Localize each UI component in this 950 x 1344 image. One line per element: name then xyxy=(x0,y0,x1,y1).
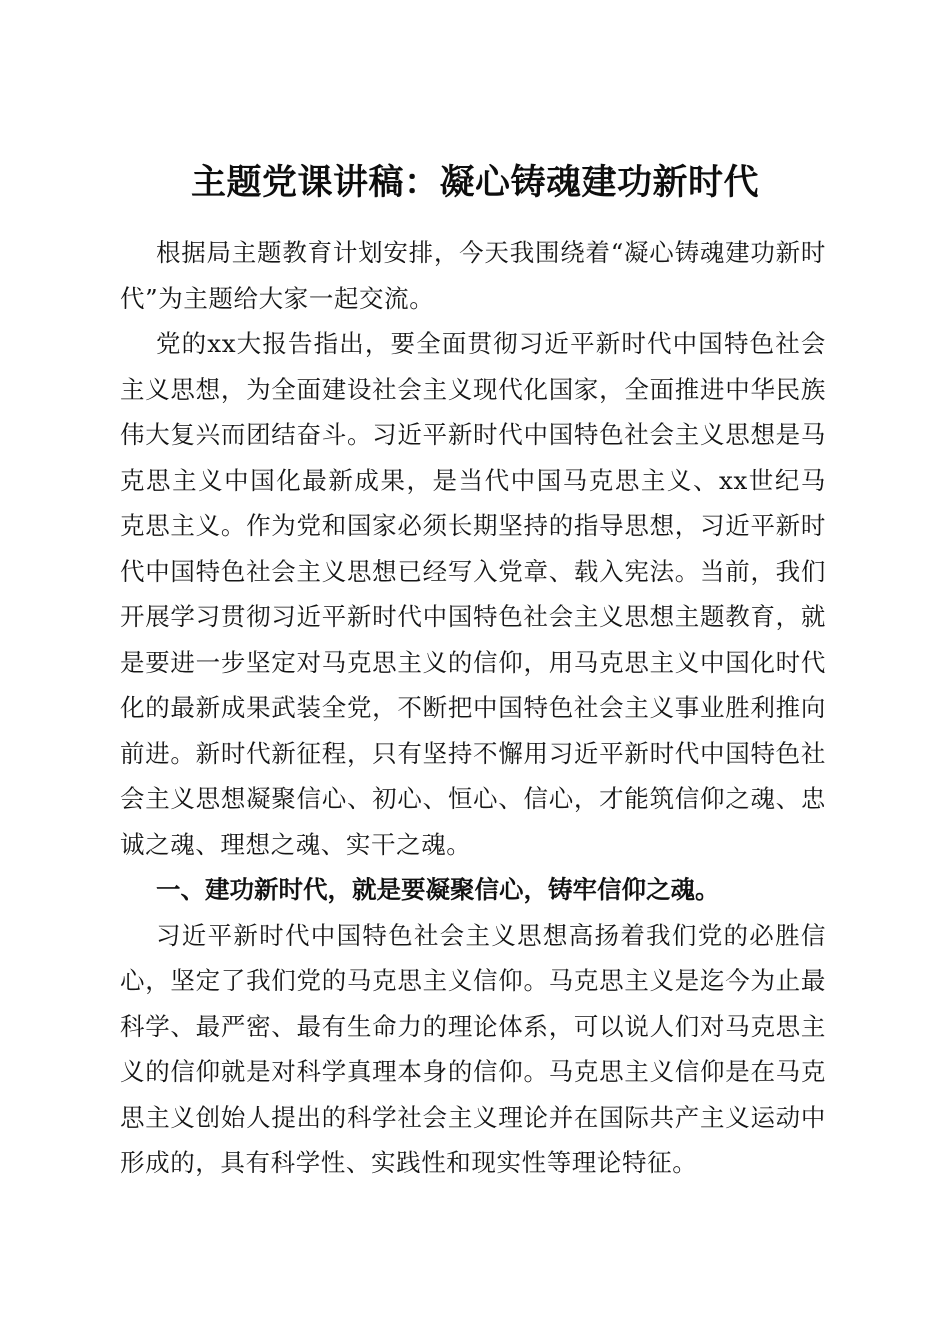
document-title: 主题党课讲稿：凝心铸魂建功新时代 xyxy=(190,162,759,204)
intro-paragraph: 根据局主题教育计划安排，今天我围绕着“凝心铸魂建功新时代”为主题给大家一起交流。 xyxy=(120,238,826,313)
body-paragraph: 党的xx大报告指出，要全面贯彻习近平新时代中国特色社会主义思想，为全面建设社会主义现代化国家，全面推进中华民族伟大复兴而团结奋斗。习近平新时代中国特色社会主义思想是马克思主义中国化最新成果，是当代中国马克思主义、xx世纪马克思主义。作为党和国家必须长期坚持的指导思想，习近平新时代中国特色社会主义思想已经写入党章、载入宪法。当前，我们开展学习贯彻习近平新时代中国特色社会主义思想主题教育，就是要进一步坚定对马克思主义的信仰，用马克思主义中国化时代化的最新成果武装全党，不断把中国特色社会主义事业胜利推向前进。新时代新征程，只有坚持不懈用习近平新时代中国特色社会主义思想凝聚信心、初心、恒心、信心，才能筑信仰之魂、忠诚之魂、理想之魂、实干之魂。 xyxy=(120,329,826,859)
section-paragraph: 习近平新时代中国特色社会主义思想高扬着我们党的必胜信心，坚定了我们党的马克思主义信仰。马克思主义是迄今为止最科学、最严密、最有生命力的理论体系，可以说人们对马克思主义的信仰就是对科学真理本身的信仰。马克思主义信仰是在马克思主义创始人提出的科学社会主义理论并在国际共产主义运动中形成的，具有科学性、实践性和现实性等理论特征。 xyxy=(120,920,826,1177)
document-body xyxy=(120,230,826,1186)
section-heading: 一、建功新时代，就是要凝聚信心，铸牢信仰之魂。 xyxy=(156,875,720,904)
